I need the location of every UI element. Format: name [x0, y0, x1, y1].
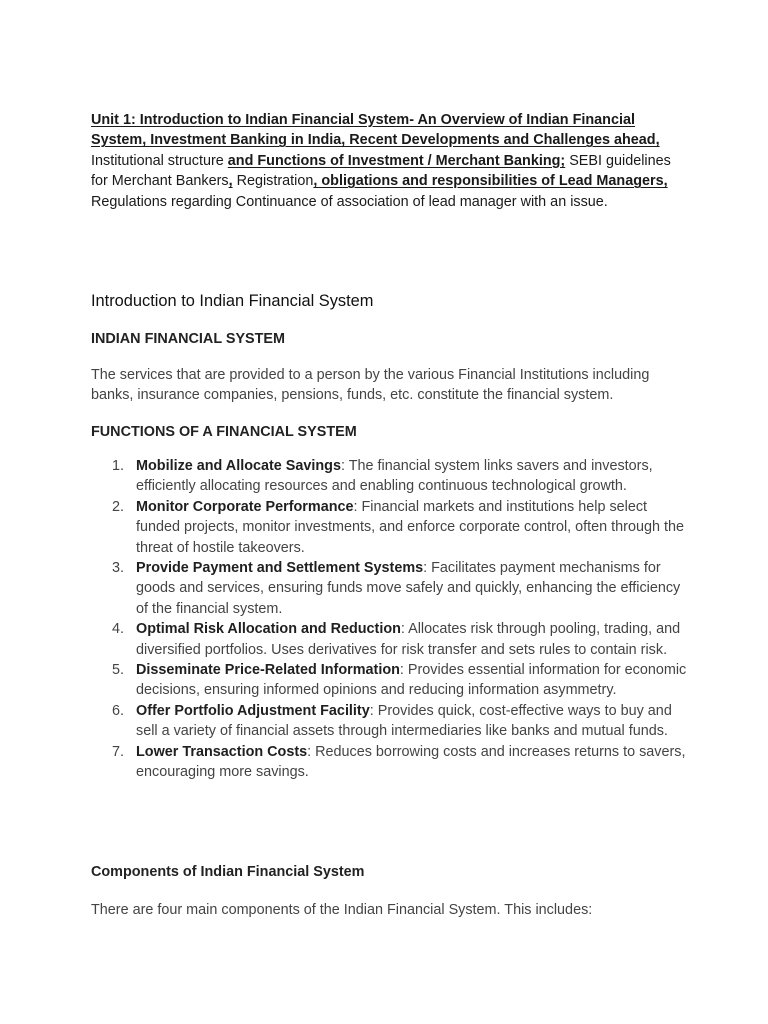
function-title: Lower Transaction Costs	[136, 743, 308, 760]
function-number: 7.	[112, 743, 125, 760]
document-page	[91, 110, 687, 918]
function-description: : Reduces borrowing costs and increases returns to savers, encouraging more savings.	[136, 743, 686, 781]
unit-obligations-bold: , obligations and responsibilities of Lead Managers,	[313, 173, 668, 190]
unit-text-registration: Registration	[232, 173, 314, 190]
function-number: 2.	[112, 498, 125, 515]
components-body: There are four main components of the Indian Financial System. This includes:	[91, 902, 593, 918]
unit-text-regulations: Regulations regarding Continuance of association of lead manager with an issue.	[91, 193, 608, 210]
unit-comma-bold: ,	[228, 173, 233, 190]
function-item	[91, 558, 687, 619]
function-title: Provide Payment and Settlement Systems	[136, 560, 424, 577]
unit-text-sebi: SEBI guidelines for Merchant Bankers	[91, 152, 671, 190]
function-title: Optimal Risk Allocation and Reduction	[136, 621, 401, 638]
function-title: Disseminate Price-Related Information	[136, 662, 400, 679]
function-number: 3.	[112, 560, 125, 577]
function-item	[91, 701, 687, 742]
unit-functions-bold: and Functions of Investment / Merchant Banking;	[227, 152, 566, 169]
unit-text-institutional: Institutional structure	[91, 152, 228, 169]
function-description: : Provides quick, cost-effective ways to buy and sell a variety of financial assets through intermediaries like banks and mutual funds.	[136, 702, 672, 740]
section-title: Introduction to Indian Financial System	[91, 292, 374, 310]
function-title: Monitor Corporate Performance	[136, 498, 354, 515]
function-number: 6.	[112, 702, 125, 719]
components-heading: Components of Indian Financial System	[91, 864, 365, 880]
function-number: 1.	[112, 458, 125, 474]
function-item	[91, 456, 687, 497]
function-title: Offer Portfolio Adjustment Facility	[136, 702, 370, 719]
functions-heading: FUNCTIONS OF A FINANCIAL SYSTEM	[91, 424, 357, 440]
function-number: 4.	[112, 621, 125, 638]
function-item	[91, 619, 687, 660]
function-description: : Facilitates payment mechanisms for goods and services, ensuring funds move safely and quickly, enhancing the efficiency of the financial system.	[136, 560, 681, 617]
function-description: : Allocates risk through pooling, trading, and diversified portfolios. Uses derivatives for risk transfer and sets rules to contain risk.	[136, 621, 681, 658]
function-description: : Financial markets and institutions help select funded projects, monitor investments, and enforce corporate control, often through the threat of hostile takeovers.	[136, 498, 684, 556]
ifs-heading: INDIAN FINANCIAL SYSTEM	[91, 331, 286, 347]
function-description: : Provides essential information for economic decisions, ensuring informed opinions and reducing information asymmetry.	[136, 662, 687, 699]
ifs-body: The services that are provided to a person by the various Financial Institutions including banks, insurance companies, pensions, funds, etc. constitute the financial system.	[91, 367, 650, 404]
function-item	[91, 497, 687, 558]
function-item	[91, 742, 687, 783]
function-description: : The financial system links savers and investors, efficiently allocating resources and enabling continuous technological growth.	[136, 458, 653, 495]
function-title: Mobilize and Allocate Savings	[136, 458, 341, 474]
unit-title-bold: Unit 1: Introduction to Indian Financial System- An Overview of Indian Financial System, Investment Banking in India, Recent Developments and Challenges ahead,	[91, 112, 660, 149]
unit-syllabus-paragraph	[91, 110, 687, 212]
functions-list	[91, 456, 687, 783]
function-number: 5.	[112, 662, 125, 679]
function-item	[91, 660, 687, 701]
